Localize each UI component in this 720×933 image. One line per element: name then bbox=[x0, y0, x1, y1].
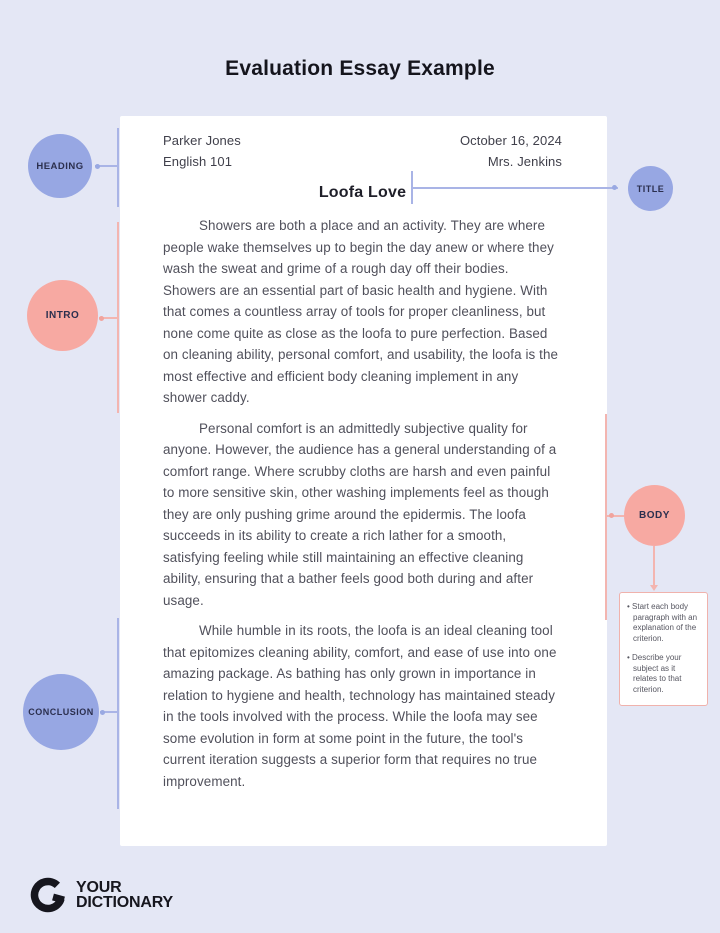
body-badge bbox=[624, 485, 685, 546]
heading-left-column bbox=[163, 130, 241, 172]
intro-badge bbox=[27, 280, 98, 351]
note-bullet-1: • Start each body paragraph with an explanation of the criterion. bbox=[627, 602, 698, 643]
heading-badge bbox=[28, 134, 92, 198]
logo-line-1: YOUR bbox=[76, 878, 122, 896]
conclusion-badge-label: CONCLUSION bbox=[28, 707, 94, 717]
heading-bracket-line bbox=[117, 128, 119, 207]
heading-badge-label: HEADING bbox=[36, 160, 84, 172]
date-text: October 16, 2024 bbox=[459, 133, 562, 148]
body-note-box bbox=[619, 592, 708, 706]
yourdictionary-logo bbox=[27, 874, 173, 916]
essay-heading-block bbox=[163, 130, 562, 172]
essay-title: Loofa Love bbox=[318, 184, 407, 201]
intro-connector-dot bbox=[99, 316, 104, 321]
essay-document bbox=[120, 116, 607, 846]
body-badge-label: BODY bbox=[639, 510, 670, 521]
course-name: English 101 bbox=[163, 154, 233, 169]
note-bullet-2: • Describe your subject as it relates to that criterion. bbox=[627, 653, 682, 694]
title-badge bbox=[628, 166, 673, 211]
logo-line-2: DICTIONARY bbox=[76, 894, 173, 911]
conclusion-badge bbox=[23, 674, 99, 750]
magnifier-circle-icon bbox=[27, 874, 69, 916]
conclusion-paragraph: While humble in its roots, the loofa is an ideal cleaning tool that epitomizes cleaning ability, comfort, and ease of use into one amazing package. As bathing has only grown in importance in relation to hygiene and health, technology has maintained steady in the tools involved with the process. While the loofa may see some evolution in form at some point in the future, the tool's current iteration suggests a superior form that requires no true improvement. bbox=[163, 623, 557, 789]
body-paragraph: Personal comfort is an admittedly subjective quality for anyone. However, the audience has a general understanding of a comfort range. Where scrubby cloths are harsh and even painful to more sensitive skin, other washing implements feel as though they are only pushing grime around the epidermis. The loofa succeeds in its ability to create a rich lather for a smooth, satisfying feeling while still maintaining an effective cleaning ability, ensuring that a bather feels good both during and after usage. bbox=[163, 420, 557, 608]
title-badge-label: TITLE bbox=[636, 183, 665, 194]
intro-badge-label: INTRO bbox=[45, 310, 80, 321]
body-note-line bbox=[653, 546, 655, 586]
logo-wordmark bbox=[76, 880, 173, 911]
heading-right-column bbox=[460, 130, 562, 172]
intro-paragraph: Showers are both a place and an activity. They are where people wake themselves up to begin the day anew or where they wash the sweat and grime of a rough day off their bodies. Showers are an essential part of basic health and hygiene. With that comes a countless array of tools for proper cleanliness, but none come quite as close as the loofa to pure perfection. Based on cleaning ability, personal comfort, and usability, the loofa is the most effective and efficient body cleaning implement in any shower caddy. bbox=[163, 218, 559, 405]
body-bracket-line bbox=[605, 414, 607, 620]
body-note-arrow bbox=[650, 585, 658, 591]
title-connector-dot bbox=[612, 185, 617, 190]
page-title: Evaluation Essay Example bbox=[225, 57, 495, 80]
teacher-name: Mrs. Jenkins bbox=[487, 154, 562, 169]
title-connector-line bbox=[413, 187, 618, 189]
conclusion-bracket-line bbox=[117, 618, 119, 809]
heading-connector-dot bbox=[95, 164, 100, 169]
conclusion-connector-dot bbox=[100, 710, 105, 715]
student-name: Parker Jones bbox=[163, 133, 241, 148]
body-connector-dot bbox=[609, 513, 614, 518]
